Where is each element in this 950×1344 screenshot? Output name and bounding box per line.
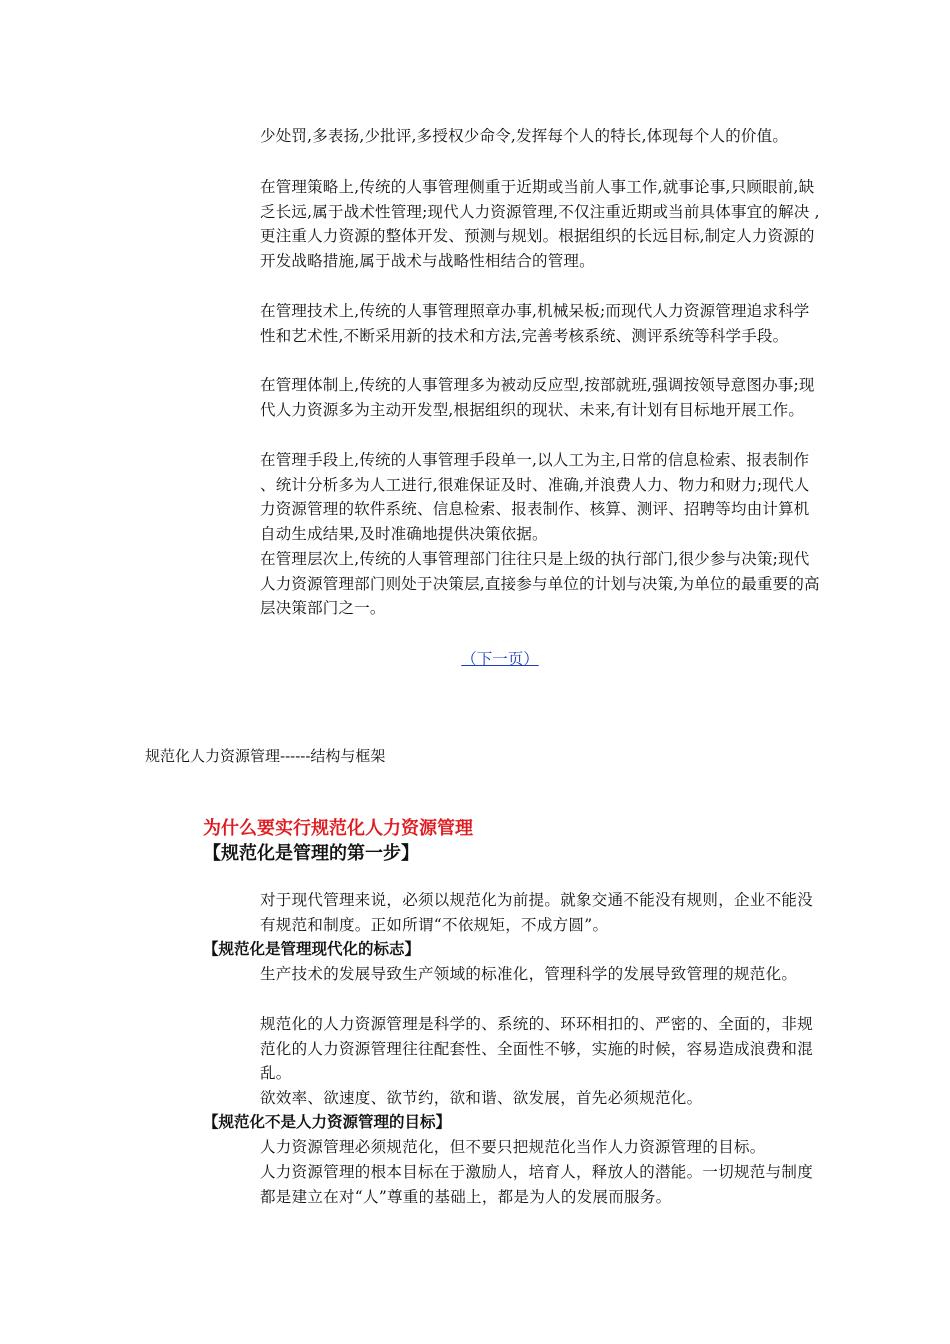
paragraph-not-goal-2: 人力资源管理的根本目标在于激励人，培育人，释放人的潜能。一切规范与制度都是建立在对“人”尊重的基础上，都是为人的发展而服务。 xyxy=(260,1163,814,1206)
paragraph-not-goal-1: 人力资源管理必须规范化，但不要只把规范化当作人力资源管理的目标。 xyxy=(260,1138,766,1156)
paragraph-intro: 少处罚,多表扬,少批评,多授权少命令,发挥每个人的特长,体现每个人的价值。 xyxy=(260,127,789,145)
next-page-container xyxy=(0,648,950,670)
paragraph-modernization-2: 规范化的人力资源管理是科学的、系统的、环环相扣的、严密的、全面的，非规范化的人力资源管理往往配套性、全面性不够，实施的时候，容易造成浪费和混乱。 xyxy=(260,1015,814,1082)
paragraph-system: 在管理体制上,传统的人事管理多为被动反应型,按部就班,强调按领导意图办事;现代人力资源多为主动开发型,根据组织的现状、未来,有计划有目标地开展工作。 xyxy=(260,376,815,419)
paragraph-level: 在管理层次上,传统的人事管理部门往往只是上级的执行部门,很少参与决策;现代 人力资源管理部门则处于决策层,直接参与单位的计划与决策,为单位的最重要的高层决策部门之一。 xyxy=(260,550,820,617)
paragraph-means: 在管理手段上,传统的人事管理手段单一,以人工为主,日常的信息检索、报表制作 、统计分析多为人工进行,很难保证及时、准确,并浪费人力、物力和财力;现代人 力资源管理的软件系统、信息检索、报表制作、核算、测评、招聘等均由计算机自动生成结果,及时准确地提供决策依据。 xyxy=(260,451,810,543)
heading-not-goal: 【规范化不是人力资源管理的目标】 xyxy=(203,1113,452,1131)
heading-modernization: 【规范化是管理现代化的标志】 xyxy=(203,940,421,958)
paragraph-technique: 在管理技术上,传统的人事管理照章办事,机械呆板;而现代人力资源管理追求科学性和艺术性,不断采用新的技术和方法,完善考核系统、测评系统等科学手段。 xyxy=(260,302,810,345)
paragraph-strategy: 在管理策略上,传统的人事管理侧重于近期或当前人事工作,就事论事,只顾眼前,缺 乏长远,属于战术性管理;现代人力资源管理,不仅注重近期或当前具体事宜的解决 ,更注重人力资源的整体开发、预测与规划。根据组织的长远目标,制定人力资源的开发战略措施,属于战术与战略性相结合的管理。 xyxy=(260,178,820,270)
paragraph-modernization-3: 欲效率、欲速度、欲节约，欲和谐、欲发展，首先必须规范化。 xyxy=(260,1089,703,1107)
heading-first-step: 【规范化是管理的第一步】 xyxy=(203,843,419,864)
paragraph-modernization-1: 生产技术的发展导致生产领域的标准化，管理科学的发展导致管理的规范化。 xyxy=(260,965,798,983)
section-title: 规范化人力资源管理------结构与框架 xyxy=(145,747,386,765)
next-page-link[interactable]: （下一页） xyxy=(461,650,539,668)
paragraph-first-step: 对于现代管理来说，必须以规范化为前提。就象交通不能没有规则，企业不能没有规范和制度。正如所谓“不依规矩，不成方圆”。 xyxy=(260,891,814,934)
red-heading: 为什么要实行规范化人力资源管理 xyxy=(203,818,473,839)
